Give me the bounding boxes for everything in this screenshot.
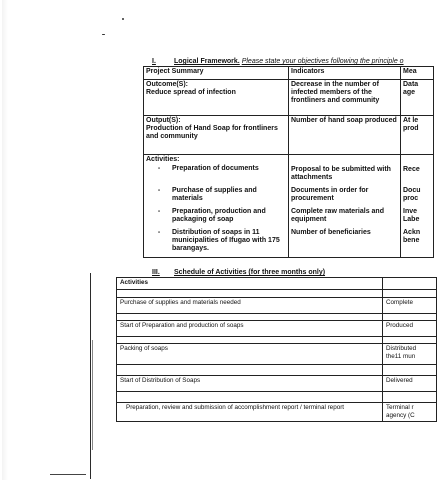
outcome-text: Reduce spread of infection [146, 89, 236, 97]
indicator-cell: Number of hand soap produced [289, 116, 401, 155]
means-cell: Ackn bene [401, 229, 434, 257]
logical-framework-table [143, 66, 434, 258]
table-row [144, 187, 434, 208]
table-header-row [117, 278, 437, 290]
activities-label-row [144, 155, 434, 166]
section-iii-heading [152, 269, 325, 276]
activity-text: Purchase of supplies and materials [172, 187, 257, 203]
margin-rule [92, 340, 93, 450]
table-row [144, 229, 434, 257]
activity-cell: Packing of soaps [117, 344, 383, 365]
speck-mark [122, 18, 124, 20]
table-row [144, 80, 434, 116]
bullet-dash: - [157, 165, 161, 172]
activity-text: Distribution of soaps in 11 municipalities of Ifugao with 175 barangays. [172, 229, 280, 253]
activity-text: Preparation, production and packaging of soap [172, 208, 266, 224]
activities-label: Activities: [144, 155, 289, 166]
status-cell: Produced [383, 321, 437, 337]
column-header: Mea [401, 67, 434, 80]
means-cell: Docu proc [401, 187, 434, 208]
activity-cell: Purchase of supplies and materials needed [117, 298, 383, 314]
column-header: Indicators [289, 67, 401, 80]
table-row [144, 208, 434, 229]
bullet-dash: - [157, 208, 161, 215]
activity-cell: Preparation, review and submission of accomplishment report / terminal report [117, 403, 383, 422]
table-row [117, 298, 437, 314]
means-cell: At le prod [401, 116, 434, 155]
document-page [2, 0, 421, 480]
table-row [117, 376, 437, 392]
outcome-label: Outcome(S): [146, 81, 188, 88]
output-text: Production of Hand Soap for frontliners and community [146, 125, 278, 141]
status-cell: Delivered [383, 376, 437, 392]
activity-text: Preparation of documents [172, 165, 259, 172]
section-title: Schedule of Activities (for three months only) [174, 269, 326, 276]
footer-rule [50, 474, 86, 475]
means-cell: Inve Labe [401, 208, 434, 229]
section-title: Logical Framework. [174, 58, 240, 65]
table-row [117, 321, 437, 337]
column-header: Activities [117, 278, 383, 290]
status-cell: Distributed the11 mun [383, 344, 437, 365]
output-label: Output(S): [146, 117, 181, 124]
indicator-cell: Proposal to be submitted with attachments [289, 165, 401, 187]
speck-mark [102, 34, 105, 35]
margin-rule [90, 273, 91, 479]
activity-cell: Start of Preparation and production of soaps [117, 321, 383, 337]
indicator-cell: Number of beneficiaries [289, 229, 401, 257]
bullet-dash: - [157, 187, 161, 194]
table-row [144, 116, 434, 155]
status-cell: Complete [383, 298, 437, 314]
indicator-cell: Decrease in the number of infected members of the frontliners and community [289, 80, 401, 116]
status-cell: Terminal r agency (C [383, 403, 437, 422]
schedule-of-activities-table [116, 277, 437, 422]
means-cell: Data age [401, 80, 434, 116]
indicator-cell: Complete raw materials and equipment [289, 208, 401, 229]
indicator-cell: Documents in order for procurement [289, 187, 401, 208]
bullet-dash: - [157, 229, 161, 236]
table-row [117, 344, 437, 365]
means-cell: Rece [401, 165, 434, 187]
section-i-heading [152, 58, 404, 65]
table-header-row [144, 67, 434, 80]
table-row [144, 165, 434, 187]
section-number: III. [152, 269, 160, 276]
column-header: Project Summary [144, 67, 289, 80]
section-number: I. [152, 58, 156, 65]
section-instruction: Please state your objectives following the principle o [241, 58, 404, 65]
table-row [117, 403, 437, 422]
activity-cell: Start of Distribution of Soaps [117, 376, 383, 392]
